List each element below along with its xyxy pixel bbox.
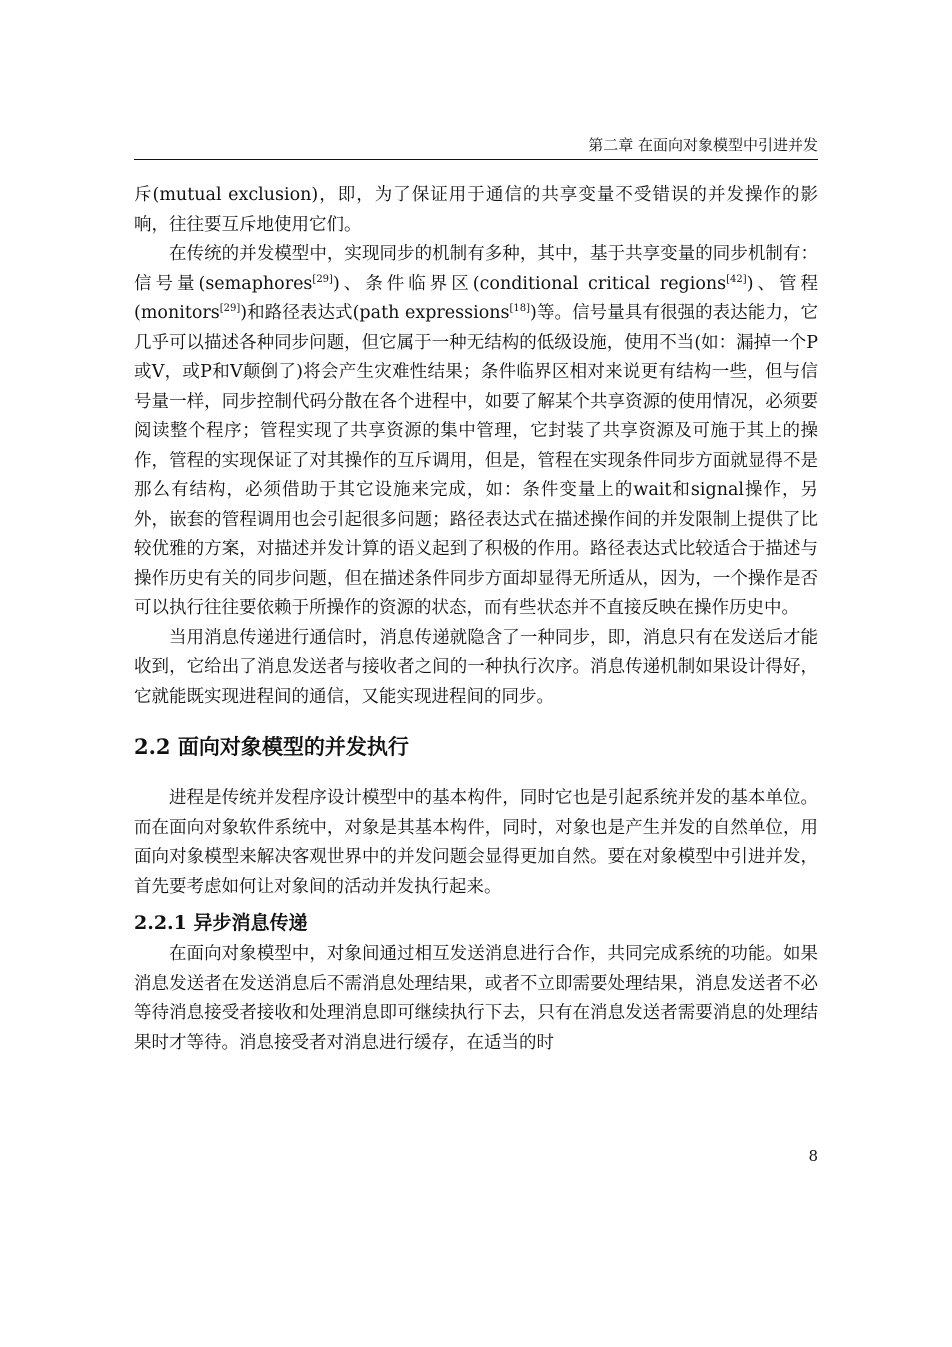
paragraph-async-messaging: 在面向对象模型中，对象间通过相互发送消息进行合作，共同完成系统的功能。如果消息发送者在发送消息后不需消息处理结果，或者不立即需要处理结果，消息发送者不必等待消息接受者接收和处理消息即可继续执行下去，只有在消息发送者需要消息的处理结果时才等待。消息接受者对消息进行缓存，在适当的时: [134, 944, 818, 1053]
paragraph-mutual-exclusion: 斥(mutual exclusion)，即，为了保证用于通信的共享变量不受错误的并发操作的影响，往往要互斥地使用它们。: [134, 185, 818, 235]
page-body: [134, 181, 818, 1058]
citation-ref: [29]: [219, 303, 241, 314]
text-run: )、管程(monitors: [134, 273, 819, 323]
paragraph-object-concurrency: 进程是传统并发程序设计模型中的基本构件，同时它也是引起系统并发的基本单位。而在面向对象软件系统中，对象是其基本构件，同时，对象也是产生并发的自然单位，用面向对象模型来解决客观世界中的并发问题会显得更加自然。要在对象模型中引进并发，首先要考虑如何让对象间的活动并发执行起来。: [134, 788, 818, 897]
citation-ref: [18]: [509, 303, 531, 314]
chapter-title: 第二章 在面向对象模型中引进并发: [588, 136, 818, 154]
text-run: )、条件临界区(conditional critical regions: [332, 273, 727, 294]
text-run: )和路径表达式(path expressions: [240, 303, 510, 323]
text-run: 在传统的并发模型中，实现同步的机制有多种，其中，基于共享变量的同步机制有：信号量(semaphores: [134, 244, 818, 294]
paragraph-message-passing: 当用消息传递进行通信时，消息传递就隐含了一种同步，即，消息只有在发送后才能收到，它给出了消息发送者与接收者之间的一种执行次序。消息传递机制如果设计得好，它就能既实现进程间的通信，又能实现进程间的同步。: [134, 627, 818, 707]
citation-ref: [29]: [312, 273, 333, 285]
subsection-heading: 2.2.1 异步消息传递: [134, 912, 308, 934]
text-run: )等。信号量具有很强的表达能力，它几乎可以描述各种同步问题，但它属于一种无结构的低级设施，使用不当(如：漏掉一个P或V，或P和V颠倒了)将会产生灾难性结果；条件临界区相对来说更有结构一些，但与信号量一样，同步控制代码分散在各个进程中，如要了解某个共享资源的使用情况，必须要阅读整个程序；管程实现了共享资源的集中管理，它封装了共享资源及可施于其上的操作，管程的实现保证了对其操作的互斥调用，但是，管程在实现条件同步方面就显得不是那么有结构，必须借助于其它设施来完成，如：条件变量上的wait和signal操作，另外，嵌套的管程调用也会引起很多问题；路径表达式在描述操作间的并发限制上提供了比较优雅的方案，对描述并发计算的语义起到了积极的作用。路径表达式比较适合于描述与操作历史有关的同步问题，但在描述条件同步方面却显得无所适从，因为，一个操作是否可以执行往往要依赖于所操作的资源的状态，而有些状态并不直接反映在操作历史中。: [134, 303, 819, 618]
page-number: 8: [808, 1147, 818, 1165]
running-header: [134, 133, 818, 160]
paragraph-sync-mechanisms: [134, 240, 818, 624]
citation-ref: [42]: [726, 273, 747, 285]
section-heading: 2.2 面向对象模型的并发执行: [134, 734, 409, 759]
